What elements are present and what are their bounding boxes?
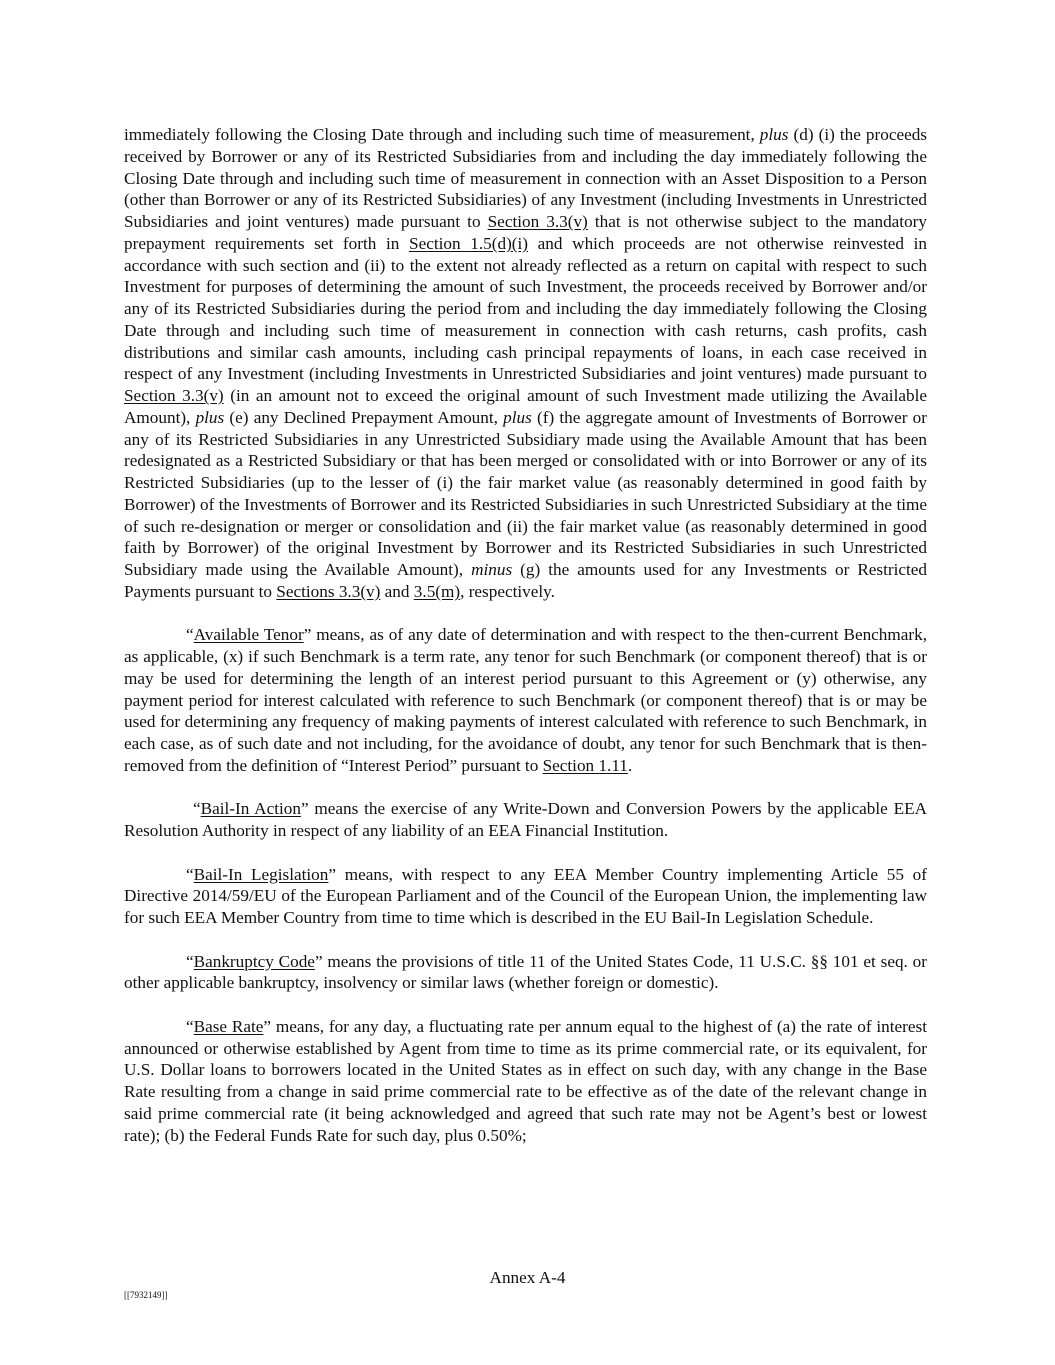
- document-body: [124, 124, 927, 1168]
- defined-term-or-reference: Section 3.3(v): [487, 212, 588, 231]
- paragraph: [124, 951, 927, 995]
- text-run: ” means the provisions of title 11 of the United States Code, 11 U.S.C. §§ 101 et seq. or other applicable bankruptcy, insolvency or similar laws (whether foreign or domestic).: [124, 951, 927, 993]
- paragraph: [124, 864, 927, 929]
- page-footer-title: Annex A-4: [489, 1268, 566, 1287]
- defined-term-or-reference: Available Tenor: [193, 625, 304, 645]
- italic-text: plus: [195, 407, 225, 427]
- defined-term-or-reference: Section 1.11: [542, 755, 628, 775]
- italic-text: minus: [471, 560, 513, 579]
- text-run: “: [193, 799, 201, 819]
- text-run: “: [186, 1016, 194, 1036]
- defined-term-or-reference: 3.5(m): [413, 581, 461, 601]
- text-run: ” means, as of any date of determination and with respect to the then-current Benchmark, as applicable, (x) if such Benchmark is a term rate, any tenor for such Benchmark (or component thereof) that is or may be used for determining the length of an interest period pursuant to this Agreement or (y) otherwise, any payment period for interest calculated with reference to such Benchmark (or component thereof) that is or may be used for determining any frequency of making payments of interest calculated with reference to such Benchmark, in each case, as of such date and not including, for the avoidance of doubt, any tenor for such Benchmark that is then-removed from the definition of “Interest Period” pursuant to: [124, 625, 928, 775]
- text-run: immediately following the Closing Date through and including such time of measurement,: [124, 125, 760, 144]
- text-run: (g) the amounts used for any Investments or Restricted Payments pursuant to: [124, 560, 927, 601]
- defined-term-or-reference: Base Rate: [193, 1016, 264, 1036]
- text-run: that is not otherwise subject to the mandatory prepayment requirements set forth in: [124, 212, 927, 253]
- paragraph: [124, 1016, 927, 1147]
- defined-term-or-reference: Bail-In Action: [200, 799, 301, 819]
- paragraph: [124, 624, 927, 776]
- text-run: ” means, for any day, a fluctuating rate per annum equal to the highest of (a) the rate of interest announced or otherwise established by Agent from time to time as its prime commercial rate, or its equivalent, for U.S. Dollar loans to borrowers located in the United States as in effect on such day, with any change in the Base Rate resulting from a change in said prime commercial rate to be effective as of the date of the relevant change in said prime commercial rate (it being acknowledged and agreed that such rate may not be Agent’s best or lowest rate); (b) the Federal Funds Rate for such day, plus 0.50%;: [124, 1016, 927, 1145]
- text-run: (e) any Declined Prepayment Amount,: [224, 407, 504, 427]
- text-run: ” means the exercise of any Write-Down and Conversion Powers by the applicable EEA Resolution Authority in respect of any liability of an EEA Financial Institution.: [124, 799, 927, 840]
- text-run: “: [186, 951, 194, 971]
- text-run: “: [186, 625, 194, 645]
- text-run: (f) the aggregate amount of Investments of Borrower or any of its Restricted Subsidiaries in any Unrestricted Subsidiary made using the Available Amount that has been redesignated as a Restricted Subsidiary or that has been merged or consolidated with or into Borrower or any of its Restricted Subsidiaries (up to the lesser of (i) the fair market value (as reasonably determined in good faith by Borrower) of the Investments of Borrower and its Restricted Subsidiaries in such Unrestricted Subsidiary at the time of such re-designation or merger or consolidation and (ii) the fair market value (as reasonably determined in good faith by Borrower) of the original Investment by Borrower and its Restricted Subsidiaries in such Unrestricted Subsidiary made using the Available Amount),: [124, 407, 927, 579]
- text-run: (d) (i) the proceeds received by Borrower or any of its Restricted Subsidiaries from and including the day immediately following the Closing Date through and including such time of measurement in connection with an Asset Disposition to a Person (other than Borrower or any of its Restricted Subsidiaries) of any Investment (including Investments in Unrestricted Subsidiaries and joint ventures) made pursuant to: [124, 125, 927, 231]
- defined-term-or-reference: Section 3.3(v): [124, 386, 224, 405]
- text-run: .: [627, 755, 633, 775]
- italic-text: plus: [759, 125, 789, 144]
- paragraph: [124, 798, 927, 842]
- paragraph: [124, 124, 927, 603]
- text-run: and which proceeds are not otherwise reinvested in accordance with such section and (ii) to the extent not already reflected as a return on capital with respect to such Investment for purposes of determining the amount of such Investment, the proceeds received by Borrower and/or any of its Restricted Subsidiaries during the period from and including the day immediately following the Closing Date through and including such time of measurement in connection with cash returns, cash profits, cash distributions and similar cash amounts, including cash principal repayments of loans, in each case received in respect of any Investment (including Investments in Unrestricted Subsidiaries and joint ventures) made pursuant to: [124, 233, 927, 384]
- italic-text: plus: [503, 407, 532, 427]
- defined-term-or-reference: Bail-In Legislation: [193, 864, 329, 884]
- text-run: (in an amount not to exceed the original amount of such Investment made utilizing the Available Amount),: [124, 386, 927, 427]
- document-id: [[7932149]]: [124, 1290, 168, 1300]
- text-run: and: [380, 581, 414, 601]
- defined-term-or-reference: Bankruptcy Code: [193, 951, 315, 971]
- text-run: ” means, with respect to any EEA Member Country implementing Article 55 of Directive 2014/59/EU of the European Parliament and of the Council of the European Union, the implementing law for such EEA Member Country from time to time which is described in the EU Bail-In Legislation Schedule.: [124, 864, 927, 927]
- defined-term-or-reference: Section 1.5(d)(i): [409, 233, 529, 253]
- defined-term-or-reference: Sections 3.3(v): [276, 581, 381, 601]
- text-run: “: [186, 864, 194, 884]
- text-run: , respectively.: [460, 581, 555, 601]
